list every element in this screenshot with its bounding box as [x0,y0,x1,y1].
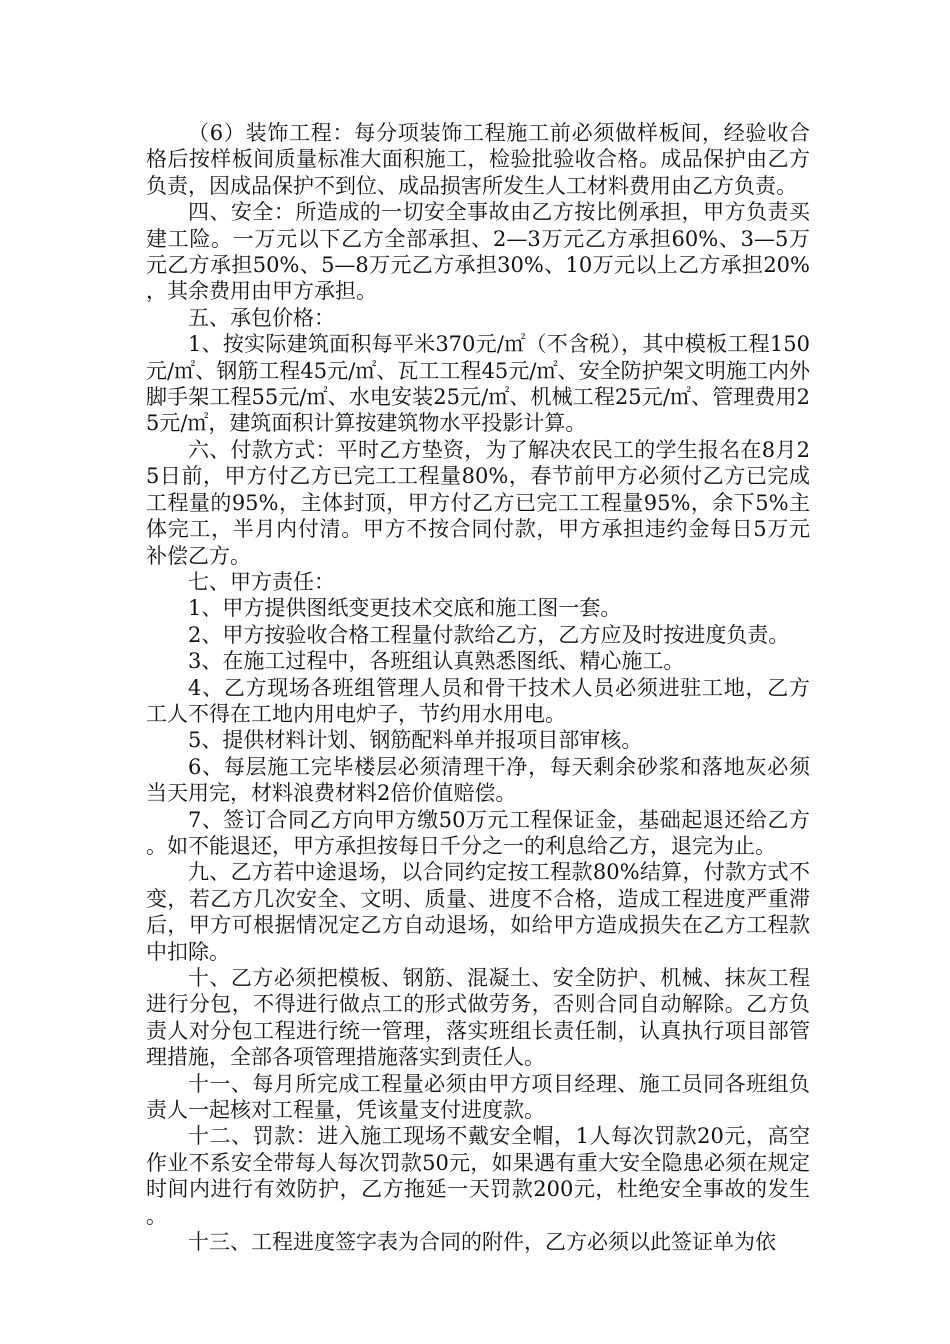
paragraph-section-13: 十三、工程进度签字表为合同的附件，乙方必须以此签证单为依 [188,1230,776,1255]
heading-party-a-responsibility: 七、甲方责任： [188,569,335,594]
list-item-5: 5、提供材料计划、钢筋配料单并报项目部审核。 [188,728,643,753]
heading-contract-price: 五、承包价格： [188,305,335,330]
paragraph-section-10: 十、乙方必须把模板、钢筋、混凝土、安全防护、机械、抹灰工程进行分包，不得进行做点工的形式做劳务，否则合同自动解除。乙方负责人对分包工程进行统一管理，落实班组长责任制，认真执行项目部管理措施，全部各项管理措施落实到责任人。 [146,966,810,1070]
list-item-1: 1、甲方提供图纸变更技术交底和施工图一套。 [188,596,622,621]
paragraph-section-11: 十一、每月所完成工程量必须由甲方项目经理、施工员同各班组负责人一起核对工程量，凭该量支付进度款。 [146,1071,810,1123]
list-item-6: 6、每层施工完毕楼层必须清理干净，每天剩余砂浆和落地灰必须当天用完，材料浪费材料2倍价值赔偿。 [146,754,810,806]
paragraph-payment-method: 六、付款方式：平时乙方垫资，为了解决农民工的学生报名在8月25日前，甲方付乙方已完工工程量80%，春节前甲方必须付乙方已完成工程量的95%，主体封顶，甲方付乙方已完工工程量95%，余下5%主体完工，半月内付清。甲方不按合同付款，甲方承担违约金每日5万元补偿乙方。 [146,437,810,568]
list-item-2: 2、甲方按验收合格工程量付款给乙方，乙方应及时按进度负责。 [188,622,790,647]
document-page [146,120,810,1255]
paragraph-price-details: 1、按实际建筑面积每平米370元/㎡（不含税），其中模板工程150元/㎡、钢筋工程45元/㎡、瓦工工程45元/㎡、安全防护架文明施工内外脚手架工程55元/㎡、水电安装25元/㎡、机械工程25元/㎡、管理费用25元/㎡，建筑面积计算按建筑物水平投影计算。 [146,332,810,436]
paragraph-safety: 四、安全：所造成的一切安全事故由乙方按比例承担，甲方负责买建工险。一万元以下乙方全部承担、2—3万元乙方承担60%、3—5万元乙方承担50%、5—8万元乙方承担30%、10万元以上乙方承担20%，其余费用由甲方承担。 [146,200,810,304]
paragraph-section-9: 九、乙方若中途退场，以合同约定按工程款80%结算，付款方式不变，若乙方几次安全、文明、质量、进度不合格，造成工程进度严重滞后，甲方可根据情况定乙方自动退场，如给甲方造成损失在乙方工程款中扣除。 [146,860,810,964]
paragraph-section-12: 十二、罚款：进入施工现场不戴安全帽，1人每次罚款20元，高空作业不系安全带每人每次罚款50元，如果遇有重大安全隐患必须在规定时间内进行有效防护，乙方拖延一天罚款200元，杜绝安全事故的发生。 [146,1124,810,1228]
list-item-3: 3、在施工过程中，各班组认真熟悉图纸、精心施工。 [188,649,685,674]
list-item-7: 7、签订合同乙方向甲方缴50万元工程保证金，基础起退还给乙方。如不能退还，甲方承担按每日千分之一的利息给乙方，退完为止。 [146,807,810,858]
paragraph-decoration-works: （6）装饰工程：每分项装饰工程施工前必须做样板间，经验收合格后按样板间质量标准大面积施工，检验批验收合格。成品保护由乙方负责，因成品保护不到位、成品损害所发生人工材料费用由乙方负责。 [146,121,810,198]
list-item-4: 4、乙方现场各班组管理人员和骨干技术人员必须进驻工地，乙方工人不得在工地内用电炉子，节约用水用电。 [146,675,810,726]
